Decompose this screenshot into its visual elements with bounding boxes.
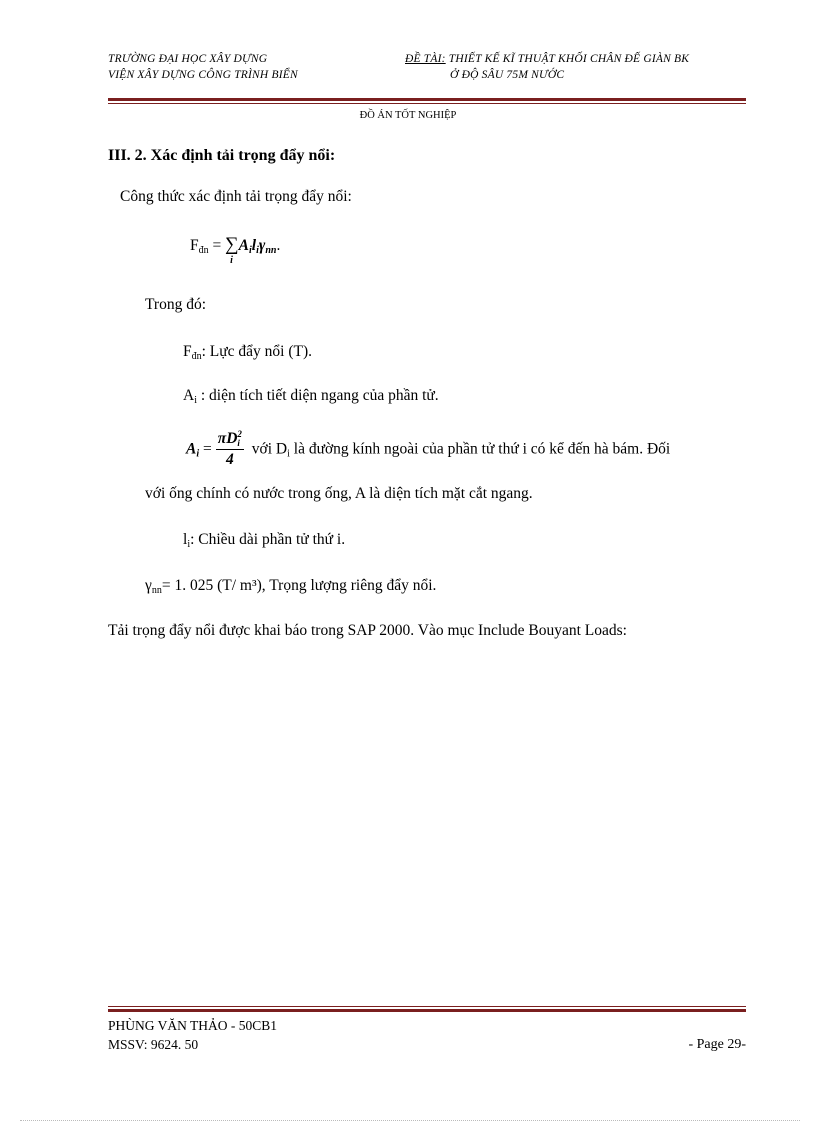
intro-text: Công thức xác định tải trọng đẩy nổi:	[120, 188, 352, 205]
formula-dot: .	[276, 237, 281, 254]
where-label: Trong đó:	[145, 296, 207, 313]
area-text1-sub: i	[287, 448, 290, 460]
area-lhs-sub: i	[196, 448, 200, 460]
def-f-symbol: F	[183, 343, 192, 360]
header-rule-thick	[108, 98, 746, 101]
formula-sum: ∑	[225, 234, 239, 255]
area-text2: là đường kính ngoài của phần tử thứ i có kể đến hà bám. Đối	[289, 440, 671, 458]
footer-rule-thick	[108, 1009, 746, 1012]
def-l-text: : Chiều dài phần tử thứ i.	[190, 531, 346, 548]
sap-text: Tải trọng đẩy nổi được khai báo trong SAP 2000. Vào mục Include Bouyant Loads:	[108, 622, 627, 639]
header-topic-label: ĐỀ TÀI:	[405, 53, 446, 65]
area-num-sub: i	[237, 438, 240, 449]
footer-author: PHÙNG VĂN THẢO - 50CB1	[108, 1018, 278, 1033]
def-a-text: : diện tích tiết diện ngang của phần tử.	[196, 387, 439, 404]
definition-gamma	[145, 577, 436, 596]
formula-gamma-sub: nn	[265, 245, 277, 256]
formula-eq: =	[212, 237, 222, 254]
area-text1: với D	[251, 440, 288, 458]
formula-lhs-sub: đn	[198, 245, 209, 256]
header-topic-line1	[405, 53, 689, 65]
area-formula-line	[186, 430, 670, 469]
footer-student-id: MSSV: 9624. 50	[108, 1037, 199, 1052]
formula-term-l: l	[251, 237, 257, 254]
def-l-symbol: l	[183, 531, 188, 548]
def-g-sub: nn	[151, 585, 162, 596]
area-eq: =	[203, 440, 212, 458]
area-num: πD	[217, 430, 238, 447]
def-a-sub: i	[194, 395, 197, 406]
header-rule-thin	[108, 103, 746, 104]
definition-a	[183, 387, 439, 406]
formula-lhs: F	[190, 237, 199, 254]
formula-sum-sub: i	[230, 255, 233, 266]
formula-gamma: γ	[258, 237, 266, 254]
footer-rule-thin	[108, 1006, 746, 1007]
footer-page-number: - Page 29-	[688, 1037, 746, 1052]
buoyancy-formula	[190, 234, 281, 266]
area-den: 4	[225, 451, 234, 469]
area-fraction	[216, 430, 244, 469]
page-bottom-border	[20, 1120, 800, 1121]
doc-type-label: ĐỒ ÁN TỐT NGHIỆP	[359, 110, 457, 121]
def-f-text: : Lực đẩy nổi (T).	[201, 343, 313, 360]
header-topic-line2: Ở ĐỘ SÂU 75M NƯỚC	[450, 69, 565, 81]
definition-f	[183, 343, 312, 362]
def-g-symbol: γ	[145, 577, 152, 594]
header-school-line2: VIỆN XÂY DỰNG CÔNG TRÌNH BIỂN	[108, 69, 298, 81]
def-g-text: = 1. 025 (T/ m³), Trọng lượng riêng đẩy nổi.	[161, 577, 437, 594]
def-l-sub: i	[187, 539, 191, 550]
area-lhs: A	[186, 440, 197, 458]
formula-term-a-sub: i	[249, 245, 252, 256]
def-a-symbol: A	[183, 387, 195, 404]
section-heading: III. 2. Xác định tải trọng đẩy nổi:	[108, 147, 336, 164]
area-text-continued: với ống chính có nước trong ống, A là diện tích mặt cắt ngang.	[145, 485, 533, 502]
header-topic-text: THIẾT KẾ KĨ THUẬT KHỐI CHÂN ĐẾ GIÀN BK	[445, 53, 690, 65]
definition-l	[183, 531, 345, 550]
def-f-sub: đn	[191, 351, 202, 362]
formula-term-l-sub: i	[256, 245, 259, 256]
area-num-sup: 2	[237, 429, 242, 440]
header-school-line1: TRƯỜNG ĐẠI HỌC XÂY DỰNG	[108, 53, 268, 65]
formula-term-a: A	[238, 237, 250, 254]
